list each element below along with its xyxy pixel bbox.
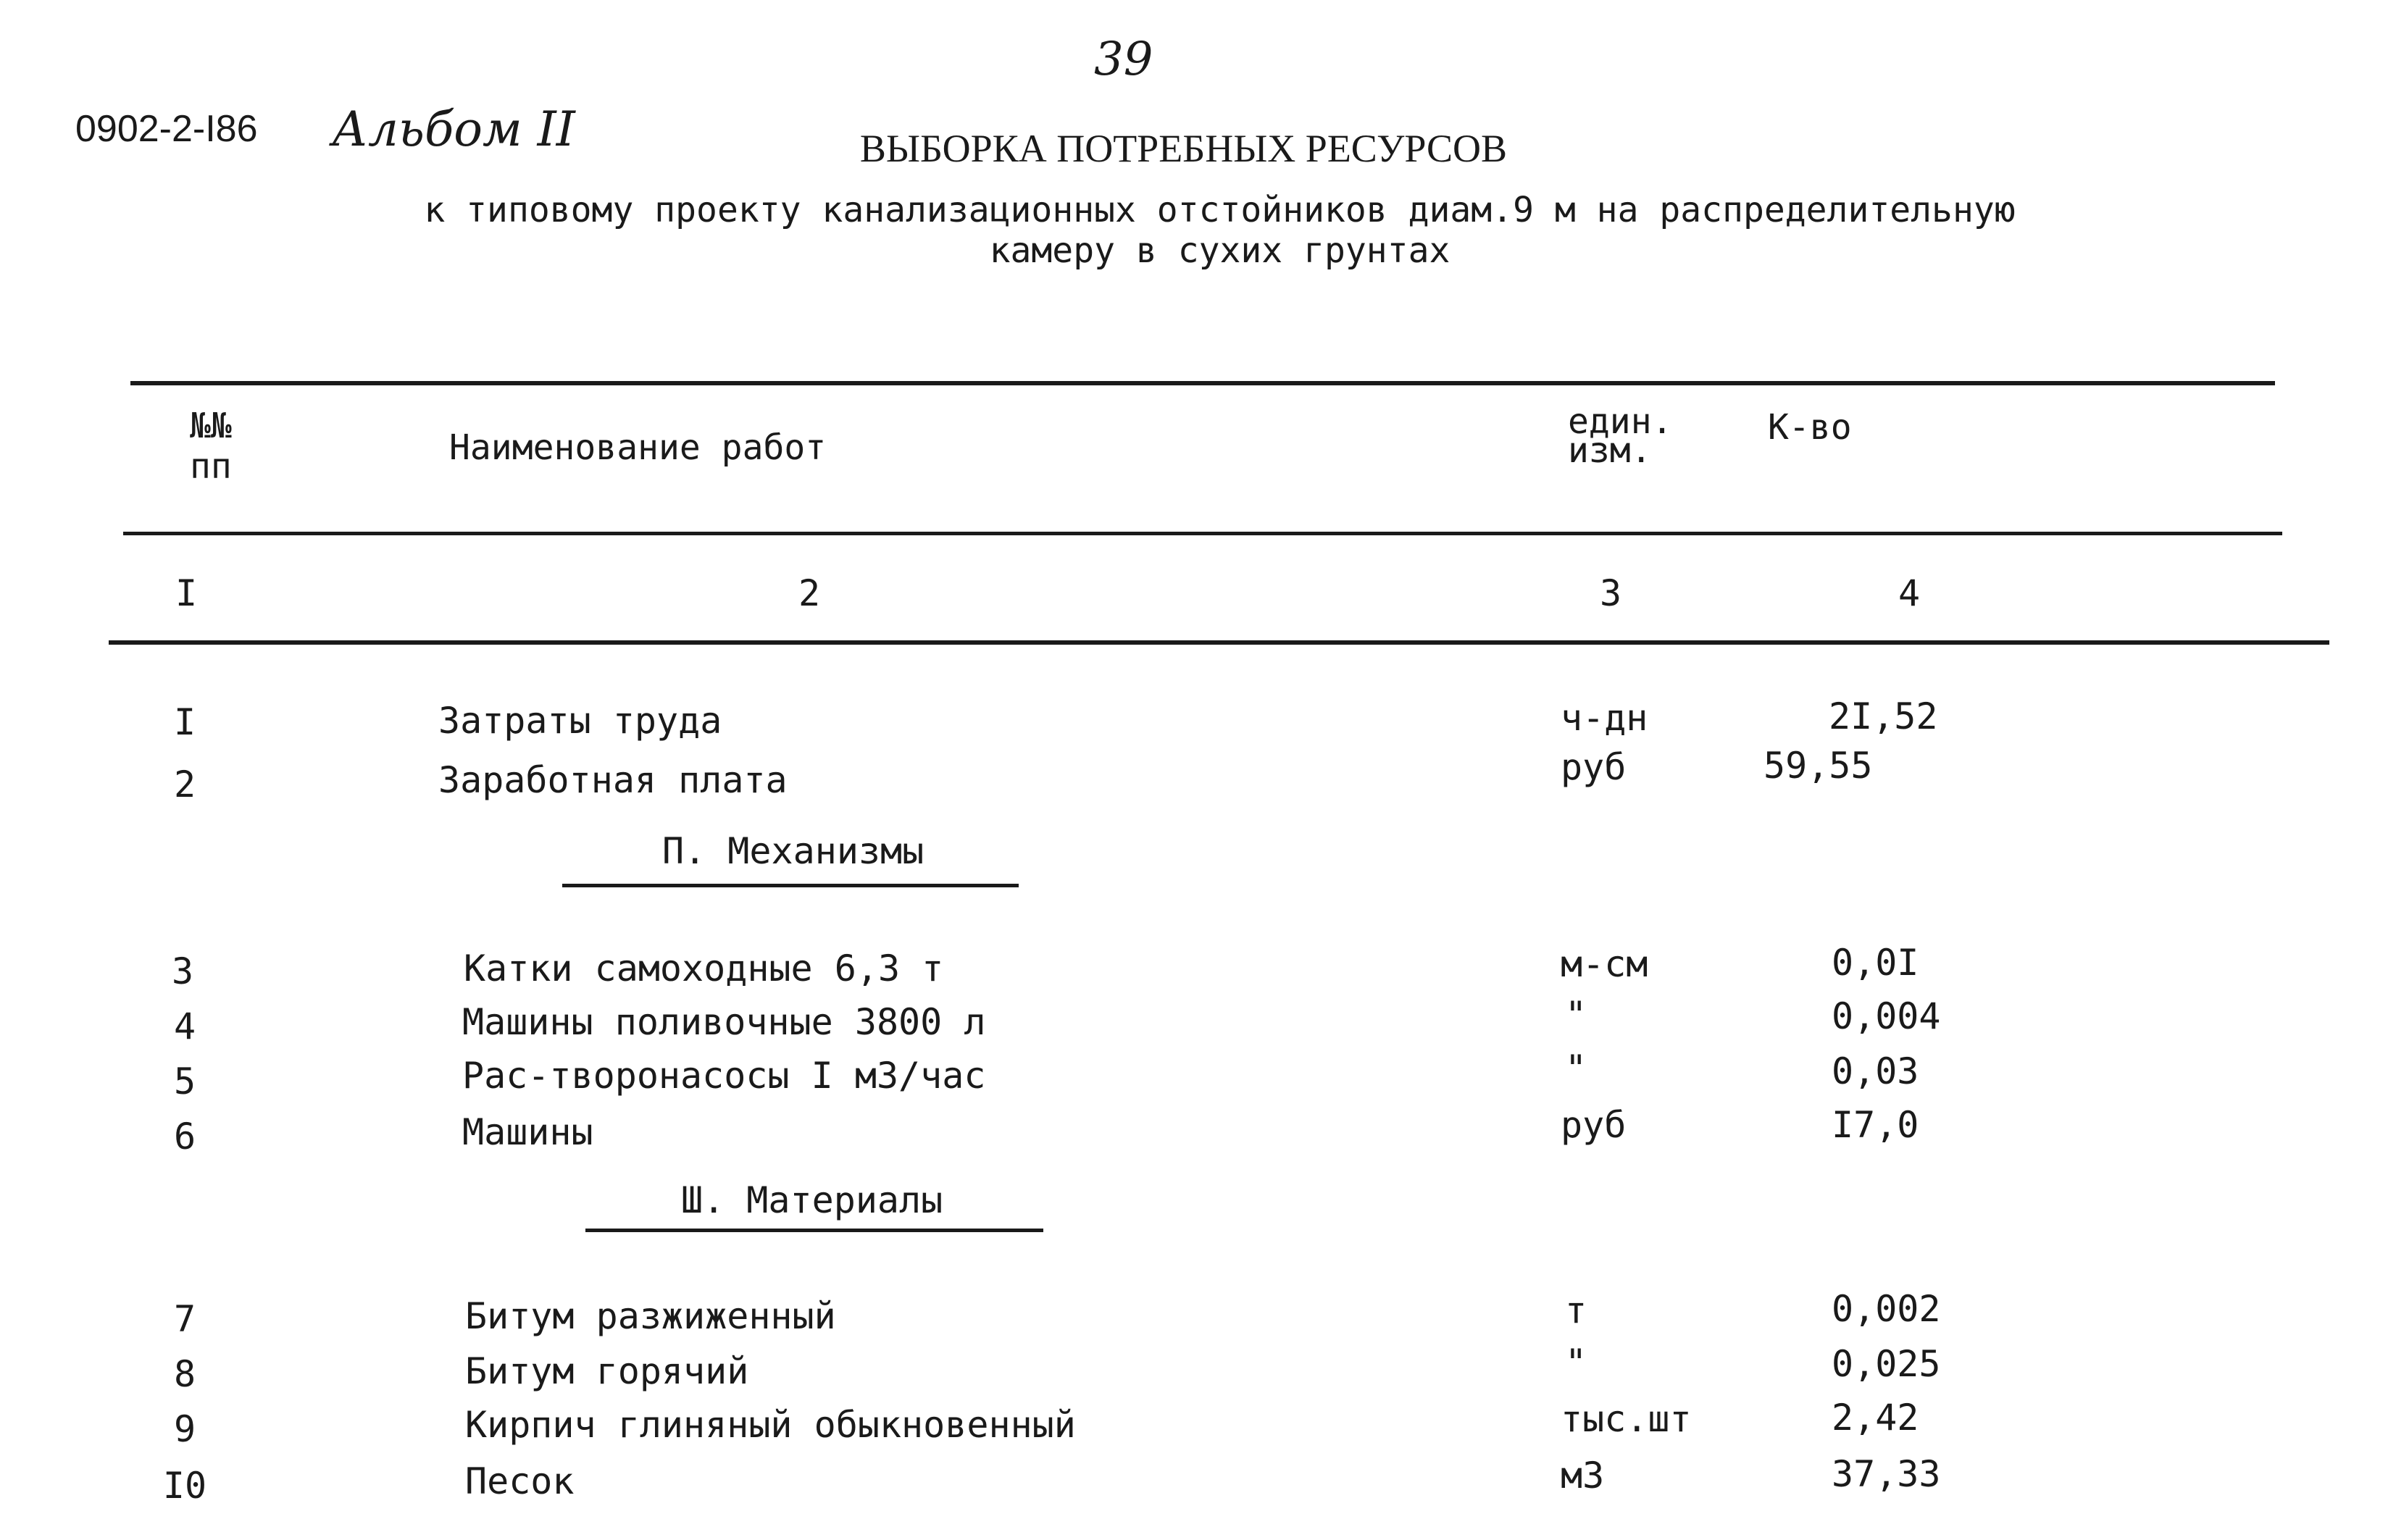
row-unit: ч-дн xyxy=(1561,697,1648,739)
row-quantity: 2I,52 xyxy=(1829,695,1938,737)
row-quantity: 0,004 xyxy=(1832,995,1941,1037)
page-number: 39 xyxy=(1094,33,1153,86)
table-body-rule xyxy=(109,640,2329,645)
row-quantity: 59,55 xyxy=(1763,745,1873,787)
column-number-1: I xyxy=(175,572,198,614)
section-underline xyxy=(585,1229,1043,1232)
column-header-quantity: К-во xyxy=(1768,407,1852,448)
row-number: 7 xyxy=(173,1298,196,1340)
row-unit: " xyxy=(1565,1047,1587,1089)
section-title-materials: Ш. Материалы xyxy=(681,1179,943,1221)
row-number: 5 xyxy=(173,1060,196,1102)
document-subtitle-line1: к типовому проекту канализационных отстойников диам.9 м на распределительную xyxy=(424,190,2016,230)
column-number-4: 4 xyxy=(1898,572,1921,614)
column-header-unit-line1: един. xyxy=(1568,401,1673,442)
row-name: Битум разжиженный xyxy=(465,1295,836,1337)
document-subtitle-line2: камеру в сухих грунтах xyxy=(989,230,1450,271)
row-quantity: 0,0I xyxy=(1832,942,1919,984)
section-title-mechanisms: П. Механизмы xyxy=(662,830,924,872)
row-quantity: 2,42 xyxy=(1832,1397,1919,1439)
row-number: 2 xyxy=(173,763,196,805)
column-header-unit-line2: изм. xyxy=(1568,430,1652,471)
row-unit: м3 xyxy=(1561,1455,1605,1497)
row-name: Битум горячий xyxy=(465,1350,749,1392)
row-unit: " xyxy=(1565,994,1587,1036)
row-number: 8 xyxy=(173,1353,196,1395)
row-unit: руб xyxy=(1561,746,1627,788)
row-name: Катки самоходные 6,3 т xyxy=(464,947,944,989)
column-header-unit xyxy=(1568,401,1673,471)
row-number: 4 xyxy=(173,1005,196,1047)
column-number-3: 3 xyxy=(1600,572,1622,614)
row-quantity: 37,33 xyxy=(1832,1453,1941,1495)
row-name: Машины поливочные 3800 л xyxy=(462,1001,986,1043)
table-header-rule xyxy=(123,532,2282,535)
row-name: Заработная плата xyxy=(438,759,788,801)
row-number: 3 xyxy=(171,950,194,992)
column-header-number xyxy=(190,406,232,487)
row-number: I xyxy=(173,701,196,743)
row-unit: тыс.шт xyxy=(1561,1398,1692,1440)
row-name: Песок xyxy=(465,1460,575,1502)
document-code: 0902-2-I86 xyxy=(75,108,258,150)
table-top-rule xyxy=(130,381,2275,385)
row-quantity: I7,0 xyxy=(1832,1104,1919,1146)
row-quantity: 0,03 xyxy=(1832,1050,1919,1092)
album-label: Альбом II xyxy=(332,101,575,157)
column-number-2: 2 xyxy=(798,572,821,614)
section-underline xyxy=(562,884,1019,887)
row-number: 9 xyxy=(173,1408,196,1450)
row-unit: м-см xyxy=(1561,943,1648,985)
row-unit: т xyxy=(1565,1289,1587,1331)
row-name: Рас-творонасосы I м3/час xyxy=(462,1055,986,1097)
row-unit: руб xyxy=(1561,1104,1627,1146)
row-number: 6 xyxy=(173,1116,196,1158)
row-name: Машины xyxy=(462,1111,593,1153)
row-quantity: 0,002 xyxy=(1832,1288,1941,1330)
row-name: Затраты труда xyxy=(438,700,722,742)
column-header-number-line1: №№ xyxy=(190,406,232,446)
row-unit: " xyxy=(1565,1342,1587,1384)
column-header-name: Наименование работ xyxy=(449,427,827,468)
row-number: I0 xyxy=(162,1465,207,1507)
row-name: Кирпич глиняный обыкновенный xyxy=(465,1404,1076,1446)
row-quantity: 0,025 xyxy=(1832,1343,1941,1385)
column-header-number-line2: пп xyxy=(190,446,232,487)
document-title: ВЫБОРКА ПОТРЕБНЫХ РЕСУРСОВ xyxy=(859,127,1508,170)
